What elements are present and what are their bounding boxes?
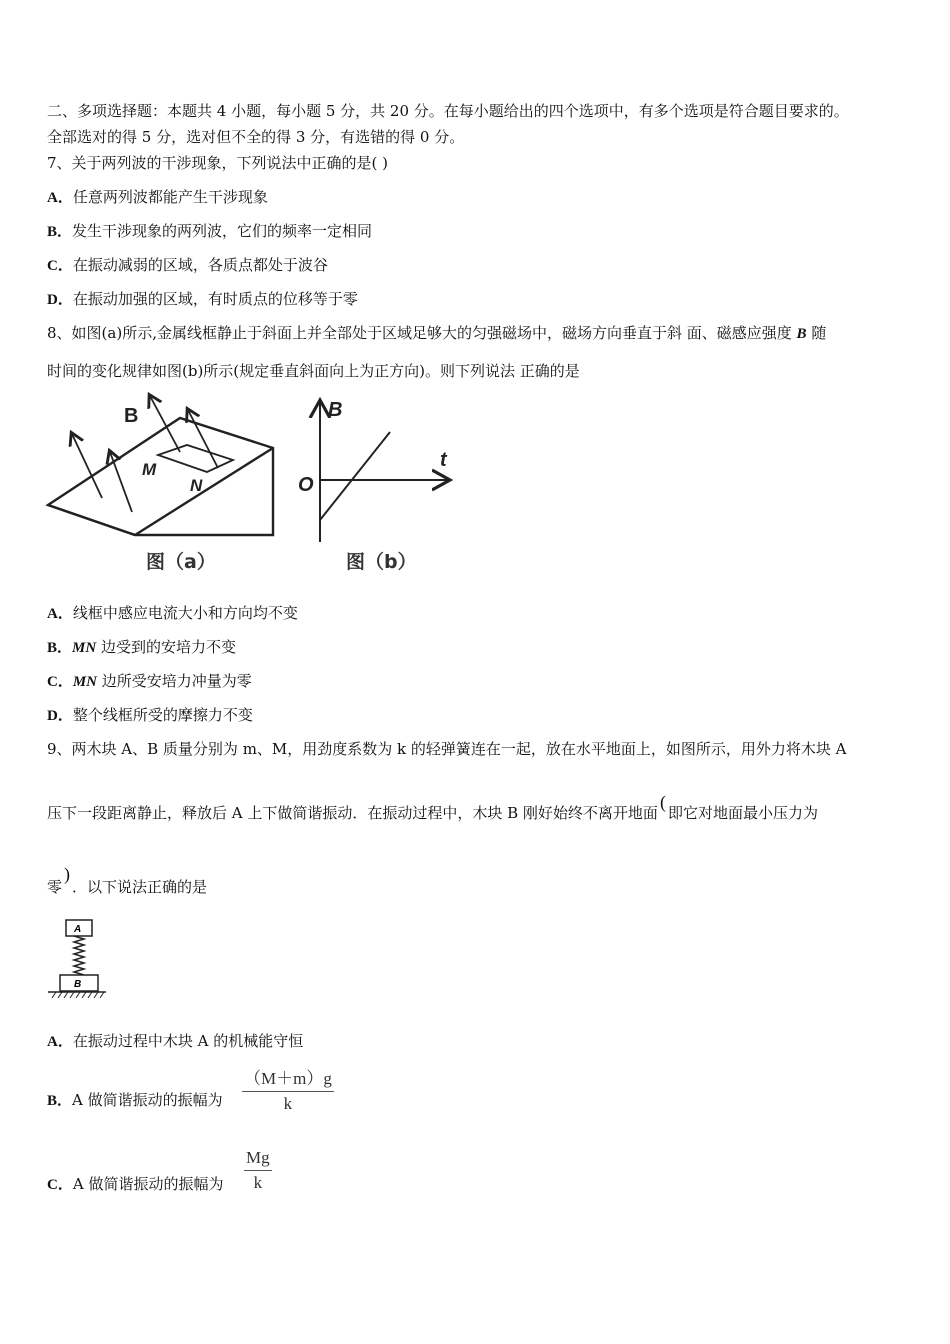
q9-option-c[interactable]: C．A 做简谐振动的振幅为 bbox=[47, 1175, 224, 1193]
fraction-denominator: k bbox=[253, 1173, 263, 1192]
q8-stem-line1: 8、如图(a)所示,金属线框静止于斜面上并全部处于区域足够大的匀强磁场中，磁场方向垂直于斜 面、磁感应强度 B 随 bbox=[47, 324, 827, 342]
option-text: 在振动加强的区域，有时质点的位移等于零 bbox=[72, 290, 358, 308]
q9-option-c-fraction bbox=[244, 1148, 272, 1193]
fig-b-caption: 图（b） bbox=[346, 551, 417, 573]
q9-stem-line2: 压下一段距离静止，释放后 A 上下做简谐振动．在振动过程中，木块 B 刚好始终不离开地面(即它对地面最小压力为 bbox=[47, 792, 818, 822]
fig-b-label-o: O bbox=[298, 474, 314, 496]
q8-figure-a bbox=[40, 390, 285, 580]
close-paren: ) bbox=[64, 864, 71, 884]
option-text: 发生干涉现象的两列波，它们的频率一定相同 bbox=[72, 222, 373, 240]
q9-stem-line3: 零)．以下说法正确的是 bbox=[47, 864, 208, 896]
q8-option-b[interactable]: B．MN 边受到的安培力不变 bbox=[47, 638, 236, 656]
fig-b-label-b: B bbox=[328, 399, 343, 421]
q9-option-a[interactable]: A．在振动过程中木块 A 的机械能守恒 bbox=[47, 1032, 304, 1050]
q9-option-b-fraction bbox=[242, 1064, 334, 1114]
fig-a-caption: 图（a） bbox=[146, 551, 216, 573]
q9-spring-figure bbox=[46, 918, 110, 1000]
fig-b-line bbox=[320, 432, 390, 520]
q7-option-a[interactable] bbox=[47, 187, 268, 208]
q9-option-b[interactable]: B．A 做简谐振动的振幅为 bbox=[47, 1091, 223, 1109]
section-instructions-line1: 二、多项选择题：本题共 4 小题，每小题 5 分，共 20 分。在每小题给出的四个选项中，有多个选项是符合题目要求的。 bbox=[47, 102, 849, 120]
fig-a-label-b: B bbox=[124, 405, 139, 427]
q9-stem-line1: 9、两木块 A、B 质量分别为 m、M，用劲度系数为 k 的轻弹簧连在一起，放在水平地面上，如图所示，用外力将木块 A bbox=[47, 740, 847, 758]
q7-option-c[interactable] bbox=[47, 255, 328, 276]
q7-option-d[interactable] bbox=[47, 289, 358, 310]
fig-b-label-t: t bbox=[440, 449, 447, 471]
option-letter: B． bbox=[47, 224, 73, 240]
fig-a-label-m: M bbox=[142, 460, 157, 479]
option-letter: D． bbox=[47, 292, 73, 308]
open-paren: ( bbox=[659, 792, 666, 812]
block-a-label: A bbox=[74, 924, 82, 935]
option-text: 在振动减弱的区域，各质点都处于波谷 bbox=[72, 256, 328, 274]
q8-option-a[interactable]: A．线框中感应电流大小和方向均不变 bbox=[47, 604, 298, 622]
q8-option-d[interactable]: D．整个线框所受的摩擦力不变 bbox=[47, 706, 253, 724]
section-instructions-line2: 全部选对的得 5 分，选对但不全的得 3 分，有选错的得 0 分。 bbox=[47, 128, 465, 146]
q7-option-b[interactable] bbox=[47, 221, 372, 242]
q8-figure-b bbox=[290, 390, 460, 580]
option-text: 任意两列波都能产生干涉现象 bbox=[72, 188, 268, 206]
option-letter: C． bbox=[47, 258, 73, 274]
fraction-numerator: Mg bbox=[244, 1148, 272, 1171]
option-letter: A． bbox=[47, 190, 73, 206]
block-b-label: B bbox=[74, 979, 82, 990]
fraction-denominator: k bbox=[283, 1094, 293, 1113]
fig-a-label-n: N bbox=[190, 476, 203, 495]
fraction-numerator: （M＋m）g bbox=[242, 1064, 334, 1092]
q7-stem: 7、关于两列波的干涉现象，下列说法中正确的是( ) bbox=[47, 154, 389, 172]
q8-stem-line2: 时间的变化规律如图(b)所示(规定垂直斜面向上为正方向)。则下列说法 正确的是 bbox=[47, 362, 580, 380]
q8-option-c[interactable]: C．MN 边所受安培力冲量为零 bbox=[47, 672, 252, 690]
